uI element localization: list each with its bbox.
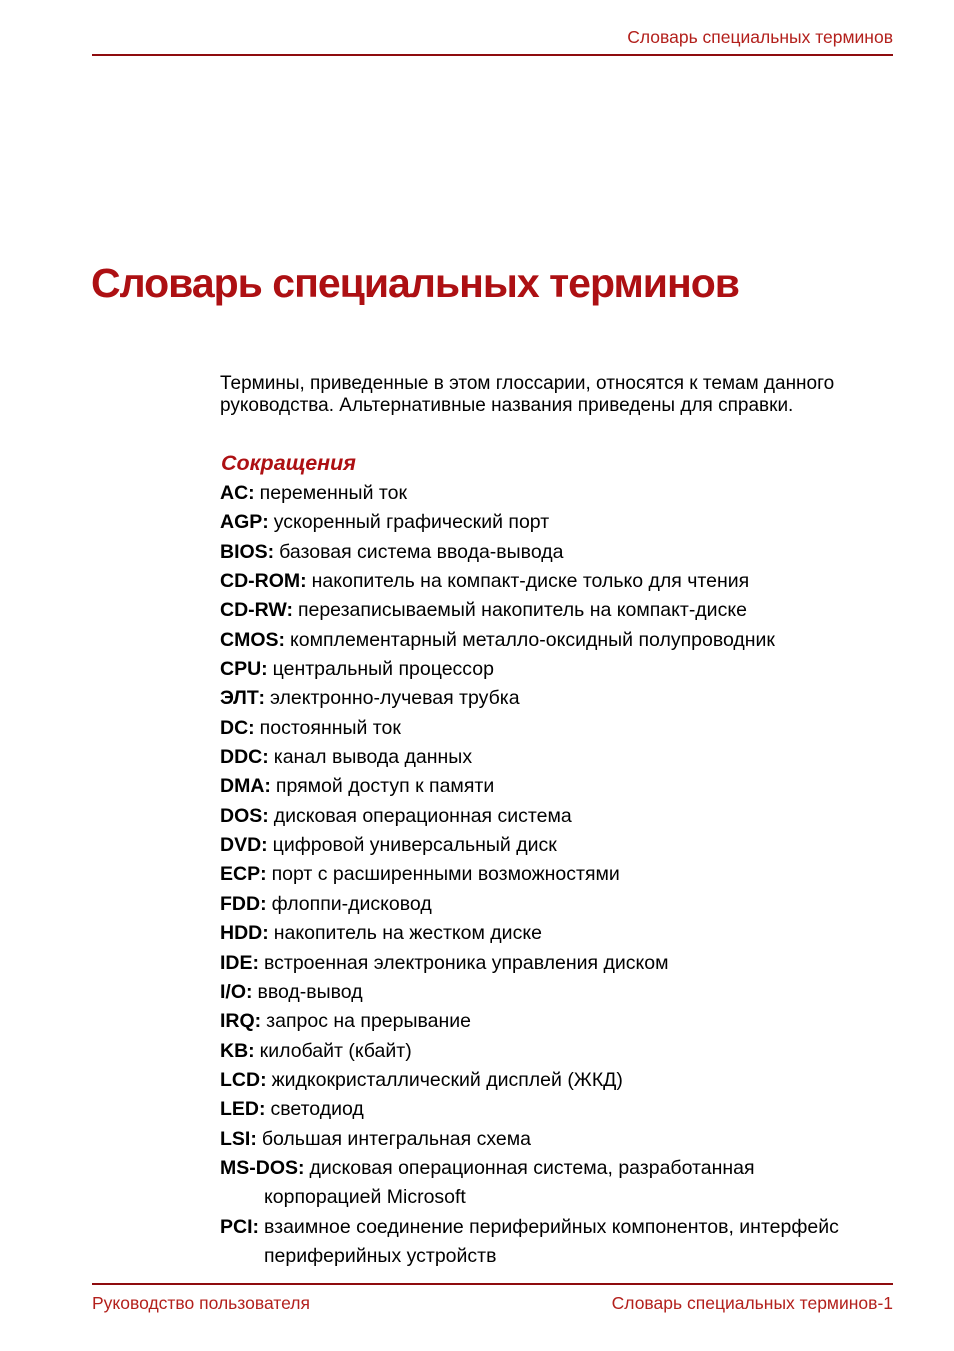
glossary-item xyxy=(220,479,875,508)
glossary-term: I/O: xyxy=(220,980,253,1003)
glossary-item xyxy=(220,508,875,537)
glossary-term: PCI: xyxy=(220,1215,259,1238)
glossary-definition: прямой доступ к памяти xyxy=(275,775,495,798)
glossary-item xyxy=(220,567,875,596)
glossary-definition: цифровой универсальный диск xyxy=(272,834,557,857)
glossary-item xyxy=(220,538,875,567)
glossary-term: BIOS: xyxy=(220,540,275,563)
glossary-definition: перезаписываемый накопитель на компакт-диске xyxy=(297,599,747,622)
glossary-term: LCD: xyxy=(220,1068,267,1091)
glossary-definition: ускоренный графический порт xyxy=(273,511,550,534)
glossary-definition: постоянный ток xyxy=(259,716,401,739)
glossary-term: KB: xyxy=(220,1039,255,1062)
glossary-item xyxy=(220,890,875,919)
glossary-term: FDD: xyxy=(220,892,267,915)
glossary-definition: флоппи-дисковод xyxy=(271,892,432,915)
glossary-definition: накопитель на компакт-диске только для чтения xyxy=(311,570,750,593)
glossary-item xyxy=(220,1213,875,1272)
running-header-title: Словарь специальных терминов xyxy=(627,27,893,47)
glossary-item xyxy=(220,802,875,831)
glossary-item xyxy=(220,743,875,772)
glossary-definition: встроенная электроника управления диском xyxy=(264,951,669,974)
glossary-term: DMA: xyxy=(220,775,271,798)
glossary-definition: запрос на прерывание xyxy=(266,1010,472,1033)
glossary-term: CMOS: xyxy=(220,628,285,651)
glossary-definition: переменный ток xyxy=(259,482,407,504)
glossary-item xyxy=(220,655,875,684)
glossary-definition: ввод-вывод xyxy=(257,980,363,1003)
page-title: Словарь специальных терминов xyxy=(91,260,739,306)
glossary-term: DDC: xyxy=(220,746,269,769)
glossary-item xyxy=(220,919,875,948)
header-rule xyxy=(92,54,893,56)
glossary-term: HDD: xyxy=(220,922,269,945)
glossary-item xyxy=(220,1066,875,1095)
glossary-item xyxy=(220,772,875,801)
glossary-definition: килобайт (кбайт) xyxy=(259,1039,412,1062)
glossary-term: DOS: xyxy=(220,804,269,827)
glossary-list xyxy=(220,479,875,1271)
glossary-term: ЭЛТ: xyxy=(220,687,265,710)
glossary-definition: базовая система ввода-вывода xyxy=(279,540,564,563)
glossary-term: CPU: xyxy=(220,658,268,681)
glossary-definition: комплементарный металло-оксидный полупроводник xyxy=(290,628,775,651)
glossary-term: AGP: xyxy=(220,511,269,534)
glossary-item xyxy=(220,714,875,743)
glossary-term: MS-DOS: xyxy=(220,1156,305,1179)
glossary-item xyxy=(220,949,875,978)
glossary-item xyxy=(220,1007,875,1036)
glossary-term: IRQ: xyxy=(220,1010,262,1033)
glossary-item xyxy=(220,831,875,860)
glossary-definition: дисковая операционная система xyxy=(273,804,572,827)
glossary-definition: электронно-лучевая трубка xyxy=(269,687,520,710)
glossary-item xyxy=(220,596,875,625)
glossary-definition: жидкокристаллический дисплей (ЖКД) xyxy=(271,1068,623,1091)
glossary-term: LED: xyxy=(220,1098,266,1121)
glossary-item xyxy=(220,978,875,1007)
glossary-term: CD-RW: xyxy=(220,599,293,622)
glossary-term: CD-ROM: xyxy=(220,570,307,593)
glossary-item xyxy=(220,1095,875,1124)
glossary-term: LSI: xyxy=(220,1127,257,1150)
glossary-item xyxy=(220,860,875,889)
glossary-term: DVD: xyxy=(220,834,268,857)
glossary-term: DC: xyxy=(220,716,255,739)
glossary-term: ECP: xyxy=(220,863,267,886)
glossary-definition: канал вывода данных xyxy=(273,746,473,769)
glossary-definition: дисковая операционная система, разработанная корпорацией Microsoft xyxy=(264,1156,755,1209)
glossary-item xyxy=(220,1037,875,1066)
footer-document-name: Руководство пользователя xyxy=(92,1293,310,1313)
glossary-term: AC: xyxy=(220,482,255,504)
glossary-item xyxy=(220,684,875,713)
glossary-definition: накопитель на жестком диске xyxy=(273,922,542,945)
glossary-item xyxy=(220,1125,875,1154)
intro-paragraph: Термины, приведенные в этом глоссарии, относятся к темам данного руководства. Альтернативные названия приведены для справки. xyxy=(220,373,835,416)
glossary-definition: порт с расширенными возможностями xyxy=(271,863,620,886)
footer-rule xyxy=(92,1283,893,1285)
glossary-definition: центральный процессор xyxy=(272,658,494,681)
glossary-definition: большая интегральная схема xyxy=(261,1127,531,1150)
glossary-definition: взаимное соединение периферийных компонентов, интерфейс периферийных устройств xyxy=(264,1215,839,1267)
glossary-item xyxy=(220,1154,875,1213)
glossary-term: IDE: xyxy=(220,951,259,974)
section-heading: Сокращения xyxy=(221,451,356,475)
glossary-item xyxy=(220,626,875,655)
footer-page-number: Словарь специальных терминов-1 xyxy=(611,1293,893,1313)
glossary-definition: светодиод xyxy=(270,1098,364,1121)
